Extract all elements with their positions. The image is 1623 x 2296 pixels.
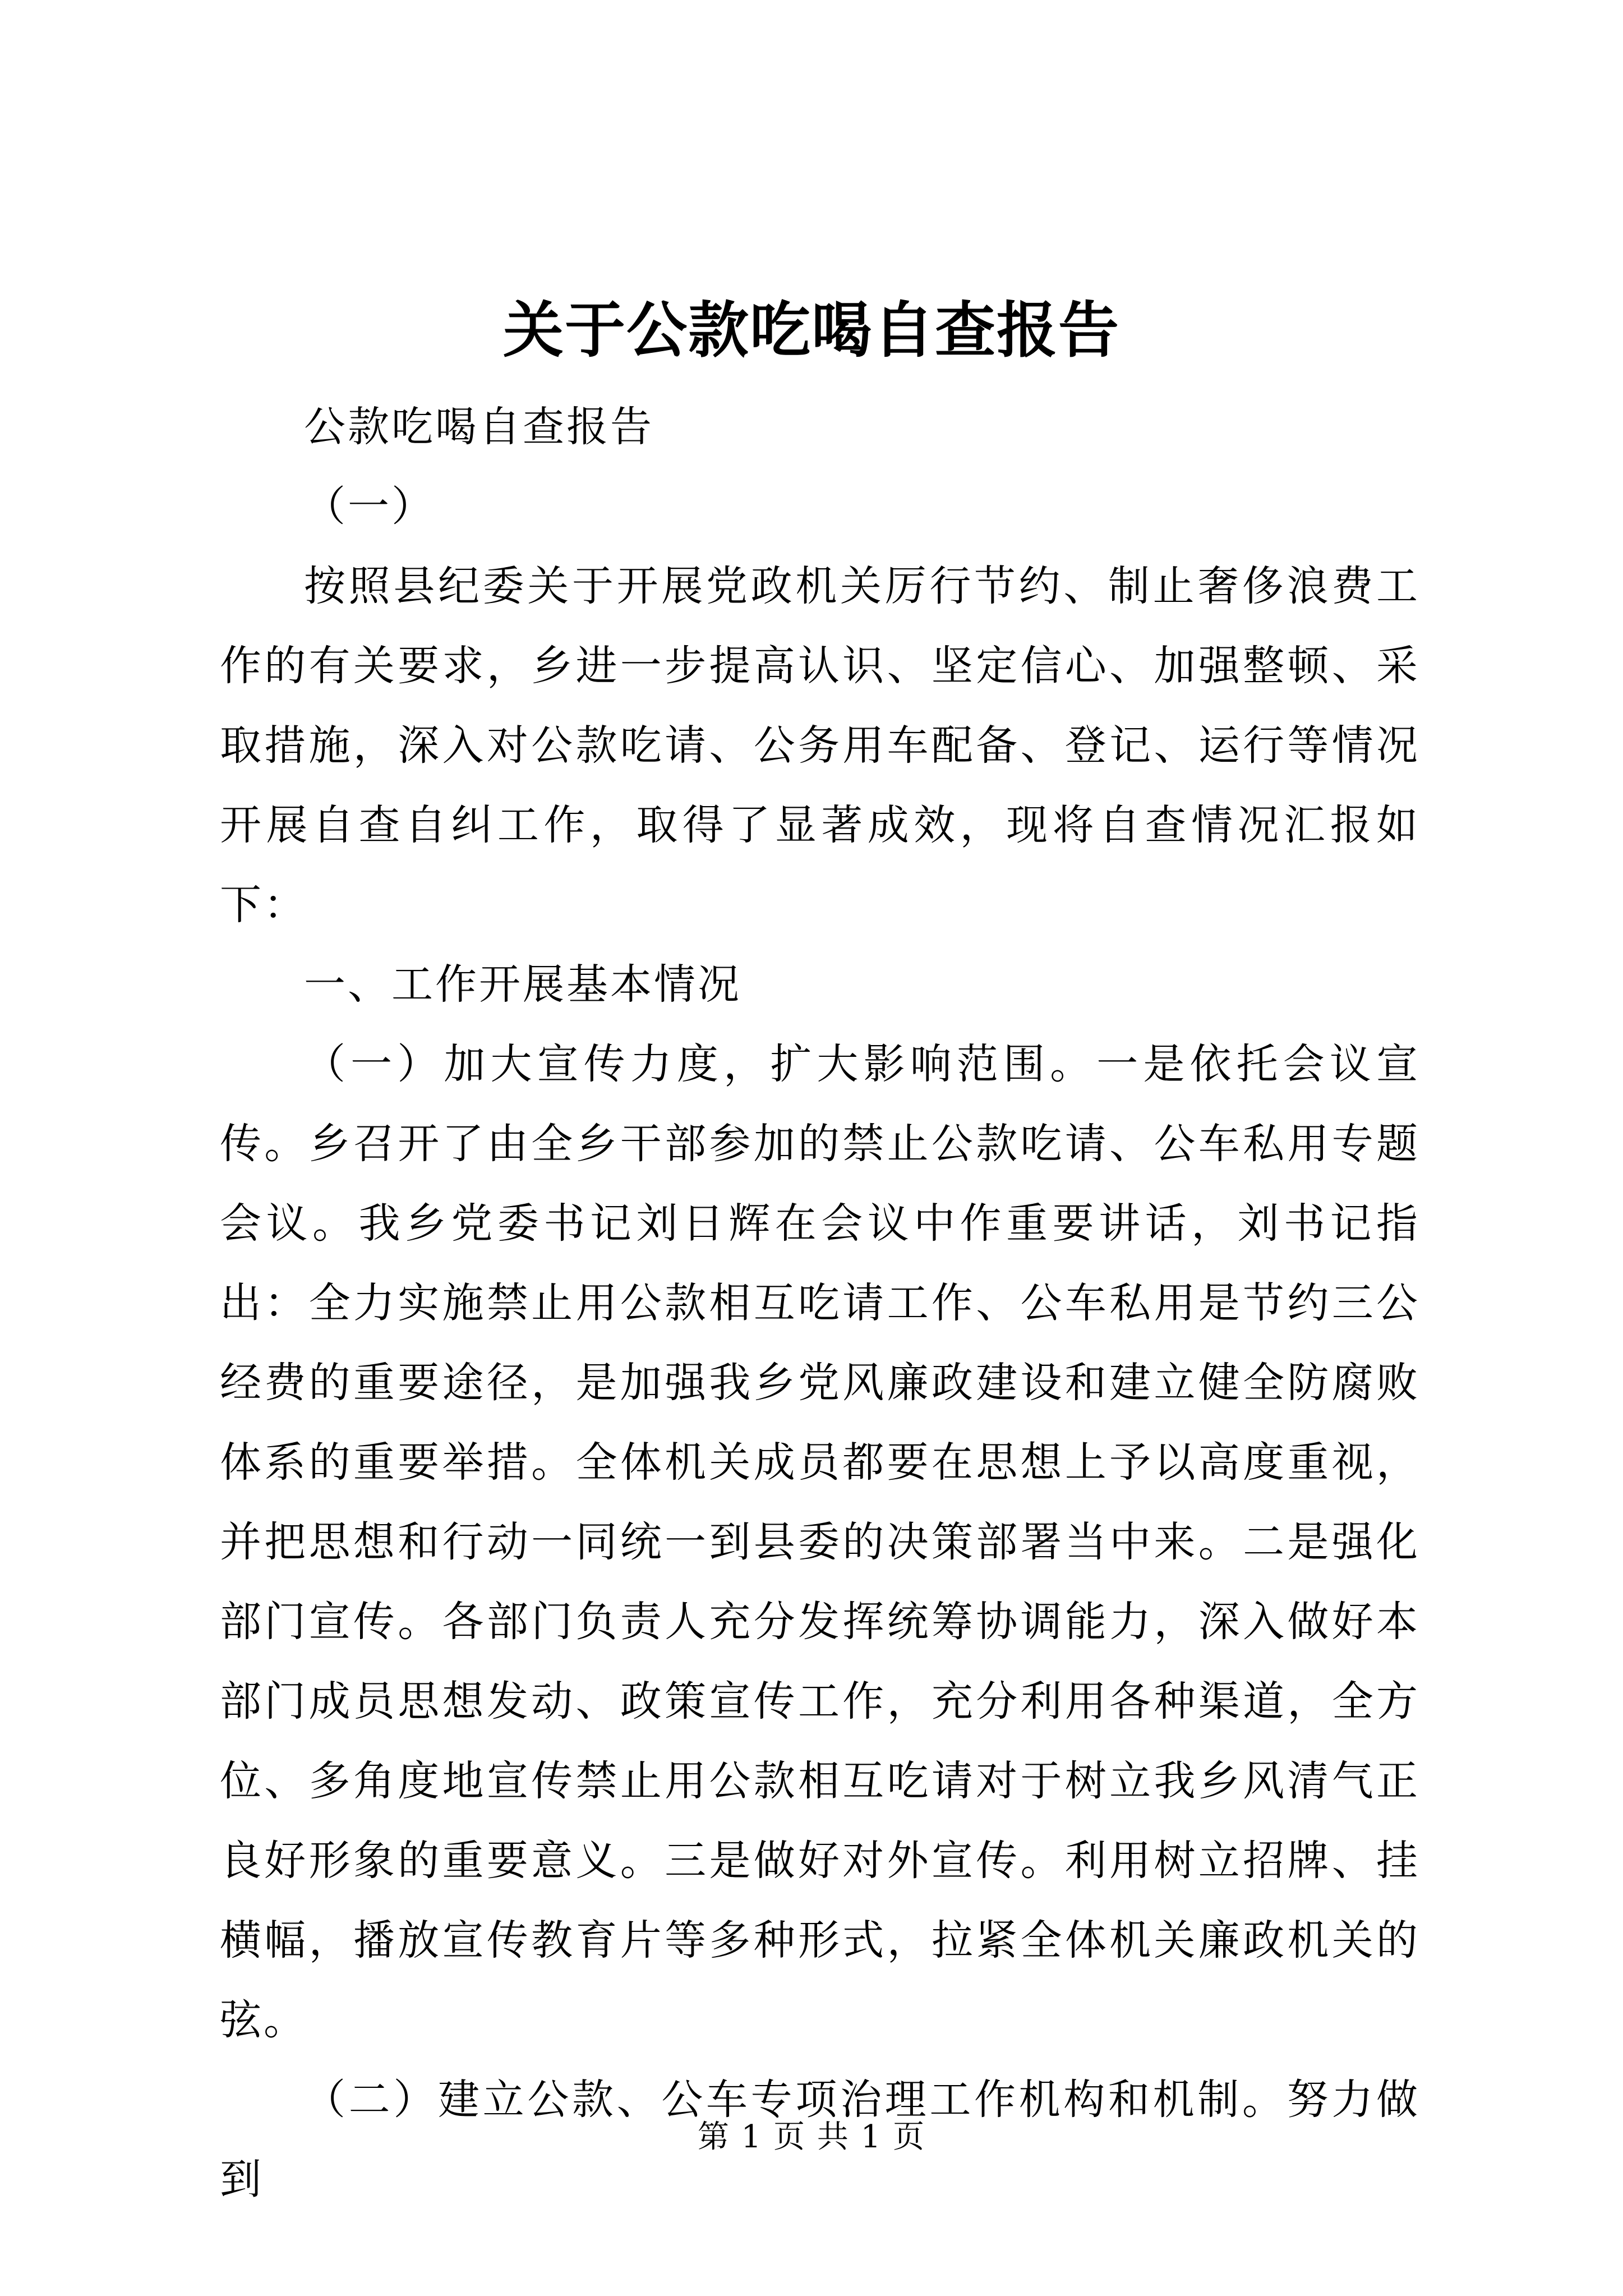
section-heading: 一、工作开展基本情况	[304, 960, 741, 1009]
section-number-paragraph: （一）	[304, 482, 435, 531]
body-paragraph: （二）建立公款、公车专项治理工作机构和机制。努力做到	[220, 2076, 1420, 2203]
body-paragraph: （一）加大宣传力度，扩大影响范围。一是依托会议宣传。乡召开了由全乡干部参加的禁止公款吃请、公车私用专题会议。我乡党委书记刘日辉在会议中作重要讲话，刘书记指出：全力实施禁止用公款相互吃请工作、公车私用是节约三公经费的重要途径，是加强我乡党风廉政建设和建立健全防腐败体系的重要举措。全体机关成员都要在思想上予以高度重视，并把思想和行动一同统一到县委的决策部署当中来。二是强化部门宣传。各部门负责人充分发挥统筹协调能力，深入做好本部门成员思想发动、政策宣传工作，充分利用各种渠道，全方位、多角度地宣传禁止用公款相互吃请对于树立我乡风清气正良好形象的重要意义。三是做好对外宣传。利用树立招牌、挂横幅，播放宣传教育片等多种形式，拉紧全体机关廉政机关的弦。	[220, 1040, 1420, 2044]
subtitle-paragraph: 公款吃喝自查报告	[304, 403, 654, 451]
document-body	[220, 387, 1420, 2219]
page-footer: 第 1 页 共 1 页	[697, 2119, 926, 2155]
document-title: 关于公款吃喝自查报告	[502, 296, 1120, 366]
intro-paragraph: 按照县纪委关于开展党政机关厉行节约、制止奢侈浪费工作的有关要求，乡进一步提高认识、坚定信心、加强整顿、采取措施，深入对公款吃请、公务用车配备、登记、运行等情况开展自查自纠工作，取得了显著成效，现将自查情况汇报如下：	[220, 562, 1420, 929]
